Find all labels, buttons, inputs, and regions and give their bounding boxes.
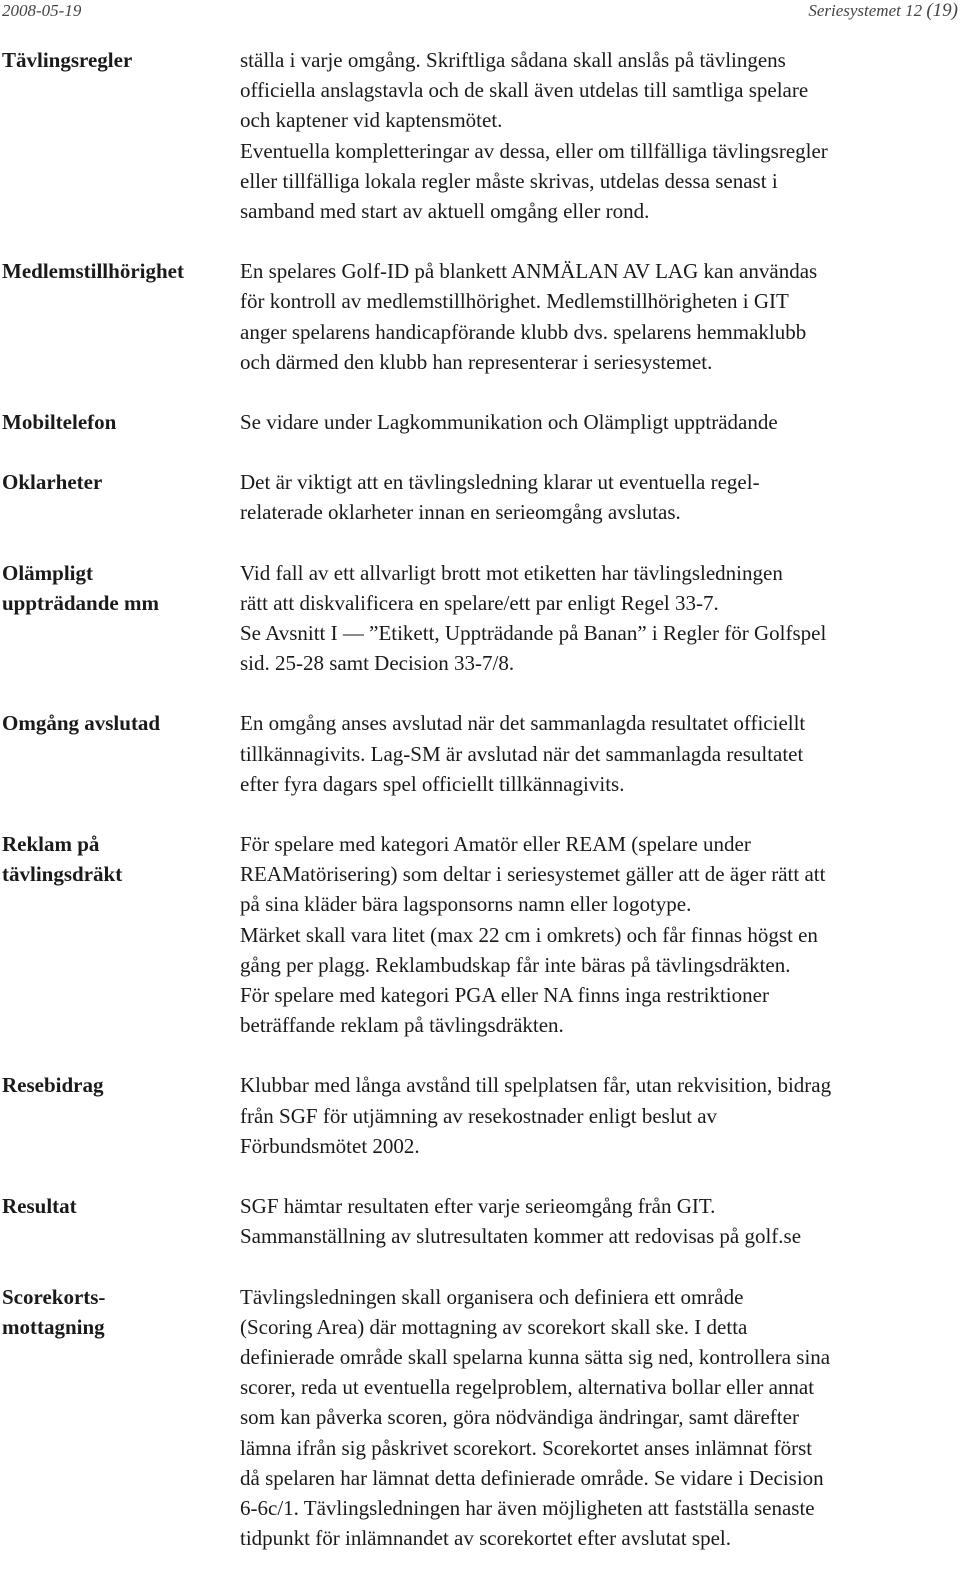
section-heading: Resebidrag — [2, 1073, 104, 1098]
section-text: Det är viktigt att en tävlingsledning klarar ut eventuella regel- relaterade oklarheter innan en serieomgång avslutas. — [240, 470, 760, 525]
section-omgang-avslutad — [0, 708, 960, 799]
section-resultat — [0, 1191, 960, 1251]
section-heading: Scorekorts- mottagning — [2, 1284, 106, 1339]
section-heading: Olämpligt uppträdande mm — [2, 560, 159, 615]
section-mobiltelefon — [0, 407, 960, 437]
section-medlemstillhorighet — [0, 256, 960, 377]
header-series-title — [808, 0, 958, 22]
section-text: ställa i varje omgång. Skriftliga sådana skall anslås på tävlingens officiella anslagstavla och de skall även utdelas till samtliga spelare och kaptener vid kaptensmötet. Eventuella kompletteringar av dessa, eller om tillfälliga tävlingsregler eller tillfälliga lokala regler måste skrivas, utdelas dessa senast i samband med start av aktuell omgång eller rond. — [240, 48, 828, 224]
section-heading: Reklam på tävlingsdräkt — [2, 832, 123, 887]
section-scorekortsmottagning — [0, 1282, 960, 1554]
section-heading: Oklarheter — [2, 470, 103, 495]
section-heading: Resultat — [2, 1194, 77, 1219]
section-olampligt-upptradande — [0, 558, 960, 679]
section-heading: Mobiltelefon — [2, 410, 117, 435]
section-text: Se vidare under Lagkommunikation och Olämpligt uppträdande — [240, 410, 778, 435]
section-text: Tävlingsledningen skall organisera och definiera ett område (Scoring Area) där mottagning av scorekort skall ske. I detta definierade område skall spelarna kunna sätta sig ned, kontrollera sina scorer, reda ut eventuella regelproblem, alternativa bollar eller annat som kan påverka scoren, göra nödvändiga ändringar, samt därefter lämna ifrån sig påskrivet scorekort. Scorekortet anses inlämnat först då spelaren har lämnat detta definierade område. Se vidare i Decision 6-6c/1. Tävlingsledningen har även möjligheten att fastställa senaste tidpunkt för inlämnandet av scorekortet efter avslutat spel. — [240, 1284, 831, 1551]
section-text: För spelare med kategori Amatör eller REAM (spelare under REAMatörisering) som deltar i seriesystemet gäller att de äger rätt att på sina kläder bära lagsponsorns namn eller logotype. Märket skall vara litet (max 22 cm i omkrets) och får finnas högst en gång per plagg. Reklambudskap får inte bäras på tävlingsdräkten. För spelare med kategori PGA eller NA finns inga restriktioner beträffande reklam på tävlingsdräkten. — [240, 832, 826, 1038]
section-resebidrag — [0, 1070, 960, 1161]
header-series-name: Seriesystemet 12 — [808, 1, 923, 20]
section-text: Klubbar med långa avstånd till spelplatsen får, utan rekvisition, bidrag från SGF för utjämning av resekostnader enligt beslut av Förbundsmötet 2002. — [240, 1073, 832, 1158]
section-heading: Medlemstillhörighet — [2, 259, 184, 284]
section-oklarheter — [0, 467, 960, 527]
section-text: En spelares Golf-ID på blankett ANMÄLAN AV LAG kan användas för kontroll av medlemstillhörighet. Medlemstillhörigheten i GIT anger spelarens handicapförande klubb dvs. spelarens hemmaklubb och därmed den klubb han representerar i seriesystemet. — [240, 259, 818, 374]
header-page-number: (19) — [926, 0, 958, 21]
section-text: SGF hämtar resultaten efter varje serieomgång från GIT. Sammanställning av slutresultaten kommer att redovisas på golf.se — [240, 1194, 802, 1249]
section-reklam-pa-tavlingsdrakt — [0, 829, 960, 1040]
section-heading: Omgång avslutad — [2, 711, 161, 736]
header-date: 2008-05-19 — [2, 1, 82, 20]
section-text: Vid fall av ett allvarligt brott mot etiketten har tävlingsledningen rätt att diskvalificera en spelare/ett par enligt Regel 33-7. Se Avsnitt I — ”Etikett, Uppträdande på Banan” i Regler för Golfspel sid. 25-28 samt Decision 33-7/8. — [240, 560, 827, 676]
document-body — [0, 45, 960, 1583]
section-heading: Tävlingsregler — [2, 48, 133, 72]
section-tavlingsregler — [0, 45, 960, 226]
section-text: En omgång anses avslutad när det sammanlagda resultatet officiellt tillkännagivits. Lag-SM är avslutad när det sammanlagda resultatet efter fyra dagars spel officiellt tillkännagivits. — [240, 711, 806, 796]
page-header — [0, 0, 960, 22]
